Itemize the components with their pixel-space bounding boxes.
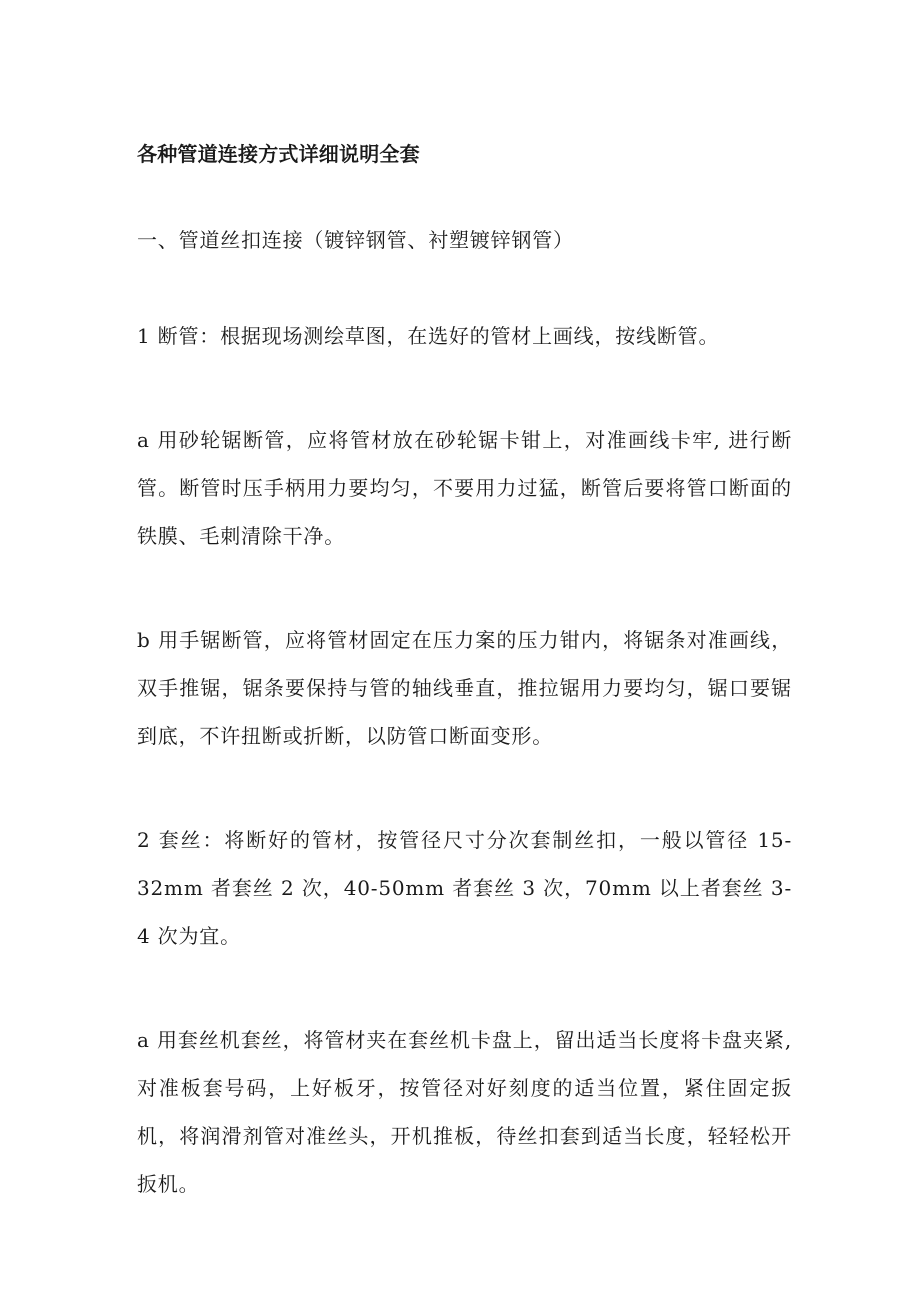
paragraph-hand-saw-cutting: b 用手锯断管，应将管材固定在压力案的压力钳内，将锯条对准画线，双手推锯，锯条要保持与管的轴线垂直，推拉锯用力要均匀，锯口要锯到底，不许扭断或折断，以防管口断面变形。 (137, 628, 792, 748)
paragraph-threading-machine: a 用套丝机套丝，将管材夹在套丝机卡盘上，留出适当长度将卡盘夹紧, 对准板套号码，上好板牙，按管径对好刻度的适当位置，紧住固定扳机，将润滑剂管对准丝头，开机推板，待丝扣套到适当长度，轻轻松开扳机。 (137, 1028, 792, 1196)
paragraph-grinding-saw-cutting: a 用砂轮锯断管，应将管材放在砂轮锯卡钳上，对准画线卡牢, 进行断管。断管时压手柄用力要均匀，不要用力过猛，断管后要将管口断面的铁膜、毛刺清除干净。 (137, 428, 792, 548)
paragraph-cutting-pipe: 1 断管：根据现场测绘草图，在选好的管材上画线，按线断管。 (137, 324, 720, 348)
section-heading: 一、管道丝扣连接（镀锌钢管、衬塑镀锌钢管） (137, 228, 574, 252)
document-body (137, 136, 792, 1208)
document-title: 各种管道连接方式详细说明全套 (137, 142, 420, 166)
paragraph-threading: 2 套丝：将断好的管材，按管径尺寸分次套制丝扣，一般以管径 15-32mm 者套丝 2 次，40-50mm 者套丝 3 次，70mm 以上者套丝 3-4 次为宜。 (137, 828, 792, 948)
